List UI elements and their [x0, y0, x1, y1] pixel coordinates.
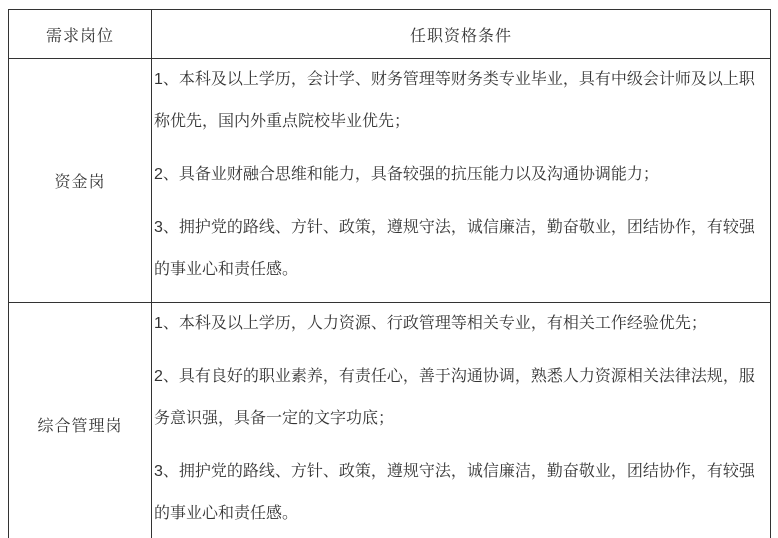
requirement-item-2: 2、具有良好的职业素养，有责任心，善于沟通协调，熟悉人力资源相关法律法规，服务意识强，具备一定的文字功底； — [154, 368, 755, 427]
requirement-item-1: 1、本科及以上学历，会计学、财务管理等财务类专业毕业，具有中级会计师及以上职称优先，国内外重点院校毕业优先； — [154, 71, 755, 130]
table-row-funding-post — [9, 59, 771, 303]
qualifications-cell — [152, 59, 771, 303]
qualifications-cell — [152, 303, 771, 538]
header-qualifications-column: 任职资格条件 — [152, 10, 771, 59]
table-header-row — [9, 10, 771, 59]
requirement-item-2: 2、具备业财融合思维和能力，具备较强的抗压能力以及沟通协调能力； — [154, 166, 659, 183]
requirement-item-3: 3、拥护党的路线、方针、政策，遵规守法，诚信廉洁，勤奋敬业，团结协作，有较强的事业心和责任感。 — [154, 463, 755, 522]
position-name-cell: 综合管理岗 — [9, 303, 152, 538]
position-name-cell: 资金岗 — [9, 59, 152, 303]
requirement-item-1: 1、本科及以上学历，人力资源、行政管理等相关专业，有相关工作经验优先； — [154, 315, 707, 332]
requirement-item-3: 3、拥护党的路线、方针、政策，遵规守法，诚信廉洁，勤奋敬业，团结协作，有较强的事业心和责任感。 — [154, 219, 755, 278]
recruitment-requirements-table — [8, 9, 771, 538]
header-position-column: 需求岗位 — [9, 10, 152, 59]
table-row-general-management-post — [9, 303, 771, 538]
